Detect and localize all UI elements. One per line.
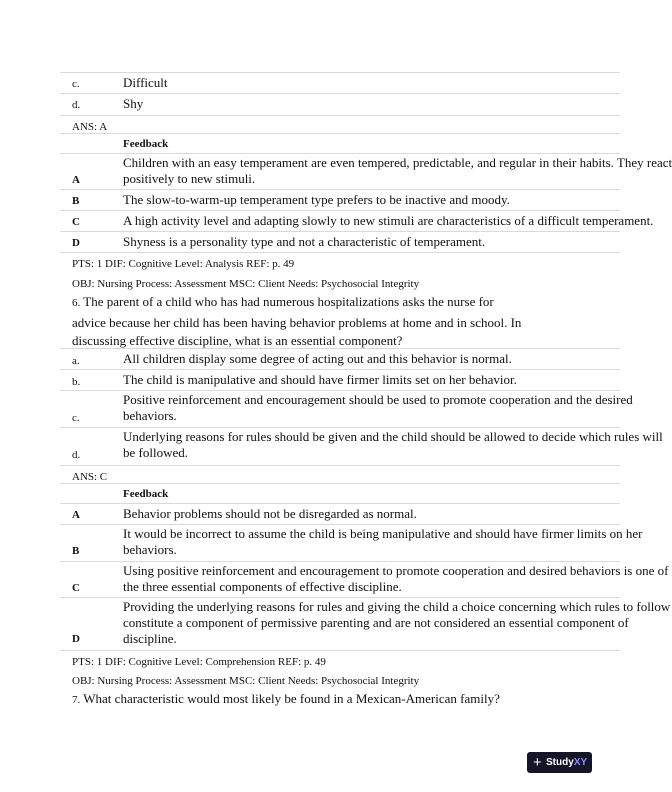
question-stem: 7. What characteristic would most likely be found in a Mexican-American family?	[72, 691, 500, 706]
feedback-letter: B	[72, 195, 80, 207]
feedback-header: Feedback	[123, 138, 169, 150]
divider	[60, 427, 620, 428]
option-letter: d.	[72, 449, 81, 461]
feedback-letter: D	[72, 633, 80, 645]
divider	[60, 524, 620, 525]
divider	[60, 503, 620, 504]
pts-line: PTS: 1 DIF: Cognitive Level: Analysis REF: p. 49	[72, 258, 295, 270]
divider	[60, 252, 620, 253]
feedback-text: Using positive reinforcement and encouragement to promote cooperation and desired behaviors is one of	[123, 563, 669, 578]
option-letter: c.	[72, 412, 80, 424]
divider	[60, 561, 620, 562]
divider	[60, 115, 620, 116]
divider	[60, 650, 620, 651]
answer-key: ANS: A	[72, 121, 108, 133]
divider	[60, 348, 620, 349]
divider	[60, 465, 620, 466]
divider	[60, 597, 620, 598]
question-stem: 6. The parent of a child who has had numerous hospitalizations asks the nurse for	[72, 294, 494, 309]
option-text: behaviors.	[123, 408, 177, 423]
feedback-text: It would be incorrect to assume the child is being manipulative and should have firmer limits on her	[123, 526, 643, 541]
feedback-text: the three essential components of effective discipline.	[123, 579, 402, 594]
feedback-text: constitute a component of permissive parenting and are not considered an essential component of	[123, 615, 629, 630]
divider	[60, 231, 620, 232]
divider	[60, 72, 620, 73]
question-number: 7.	[72, 694, 81, 706]
feedback-letter: D	[72, 237, 80, 249]
option-letter: c.	[72, 78, 80, 90]
feedback-letter: A	[72, 509, 80, 521]
feedback-letter: A	[72, 174, 80, 186]
brand-name: StudyXY	[546, 757, 588, 768]
option-letter: b.	[72, 376, 81, 388]
divider	[60, 153, 620, 154]
feedback-text: A high activity level and adapting slowly to new stimuli are characteristics of a difficult temperament.	[123, 213, 654, 228]
option-text: The child is manipulative and should have firmer limits set on her behavior.	[123, 372, 517, 387]
divider	[60, 93, 620, 94]
feedback-letter: B	[72, 545, 80, 557]
divider	[60, 483, 620, 484]
obj-line: OBJ: Nursing Process: Assessment MSC: Client Needs: Psychosocial Integrity	[72, 278, 420, 290]
option-letter: d.	[72, 99, 81, 111]
feedback-text: The slow-to-warm-up temperament type prefers to be inactive and moody.	[123, 192, 510, 207]
studyxy-badge[interactable]	[527, 752, 592, 773]
feedback-letter: C	[72, 216, 80, 228]
feedback-text: Children with an easy temperament are even tempered, predictable, and regular in their habits. They react	[123, 155, 672, 170]
divider	[60, 369, 620, 370]
feedback-letter: C	[72, 582, 80, 594]
plus-icon: +	[533, 754, 542, 771]
option-text: Difficult	[123, 75, 168, 90]
option-text: Shy	[123, 96, 144, 111]
divider	[60, 133, 620, 134]
answer-key: ANS: C	[72, 471, 108, 483]
feedback-header: Feedback	[123, 488, 169, 500]
feedback-text: Behavior problems should not be disregarded as normal.	[123, 506, 417, 521]
feedback-text: positively to new stimuli.	[123, 171, 256, 186]
option-text: All children display some degree of acting out and this behavior is normal.	[123, 351, 512, 366]
option-text: Underlying reasons for rules should be given and the child should be allowed to decide which rules will	[123, 429, 663, 444]
divider	[60, 210, 620, 211]
option-text: be followed.	[123, 445, 188, 460]
feedback-text: Providing the underlying reasons for rules and giving the child a choice concerning which rules to follow	[123, 599, 671, 614]
obj-line: OBJ: Nursing Process: Assessment MSC: Client Needs: Psychosocial Integrity	[72, 675, 420, 687]
question-stem: advice because her child has been having behavior problems at home and in school. In	[72, 315, 522, 330]
feedback-text: discipline.	[123, 631, 177, 646]
question-number: 6.	[72, 297, 81, 309]
feedback-text: Shyness is a personality type and not a characteristic of temperament.	[123, 234, 486, 249]
option-letter: a.	[72, 355, 80, 367]
question-stem: discussing effective discipline, what is an essential component?	[72, 333, 403, 348]
pts-line: PTS: 1 DIF: Cognitive Level: Comprehension REF: p. 49	[72, 656, 326, 668]
option-text: Positive reinforcement and encouragement should be used to promote cooperation and the desired	[123, 392, 633, 407]
divider	[60, 189, 620, 190]
feedback-text: behaviors.	[123, 542, 177, 557]
divider	[60, 390, 620, 391]
